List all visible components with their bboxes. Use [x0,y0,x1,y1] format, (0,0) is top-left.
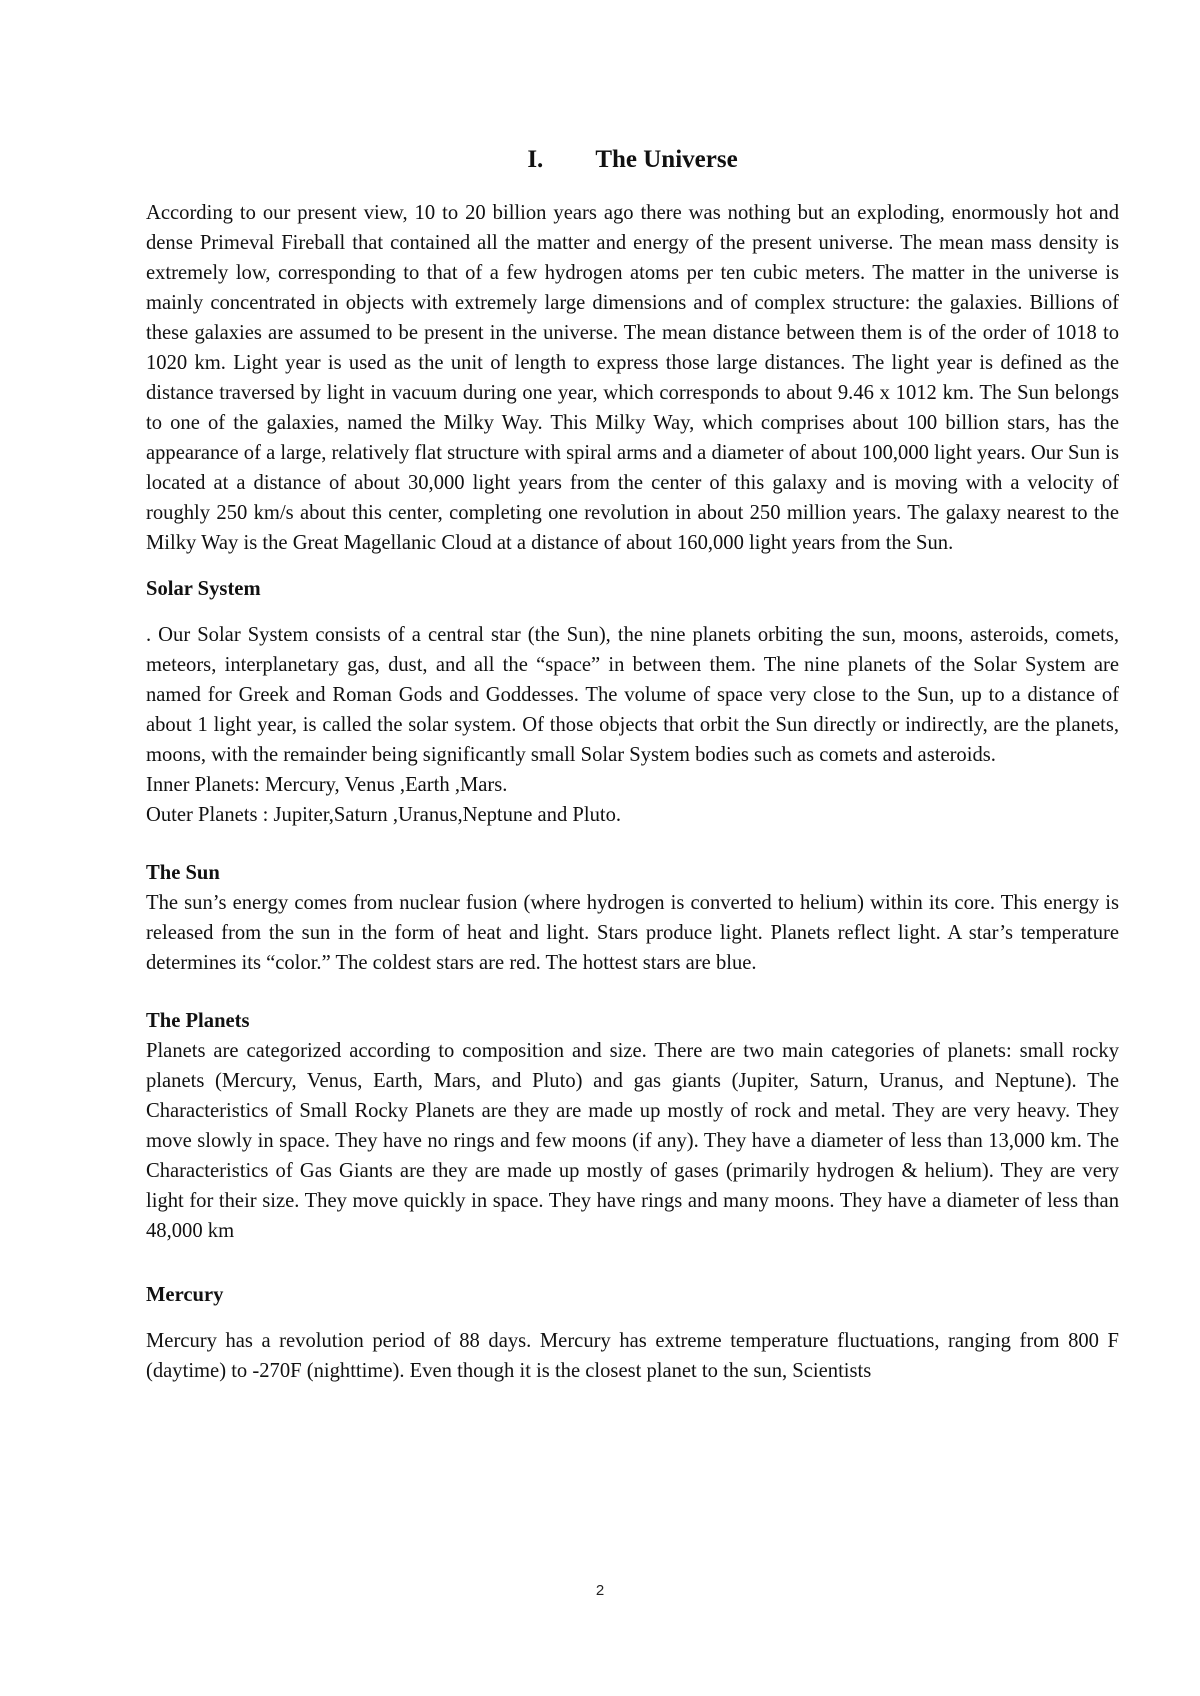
chapter-number: I. [527,146,544,173]
the-planets-paragraph: Planets are categorized according to composition and size. There are two main categories of planets: small rocky planets (Mercury, Venus, Earth, Mars, and Pluto) and gas giants (Jupiter, Saturn, Uranus, and Neptune). The Characteristics of Small Rocky Planets are they are made up mostly of rock and metal. They are very heavy. They move slowly in space. They have no rings and few moons (if any). They have a diameter of less than 13,000 km. The Characteristics of Gas Giants are they are made up mostly of gases (primarily hydrogen & helium). They are very light for their size. They move quickly in space. They have rings and many moons. They have a diameter of less than 48,000 km [146,1040,1119,1242]
the-sun-heading: The Sun [146,862,220,884]
the-sun-paragraph: The sun’s energy comes from nuclear fusion (where hydrogen is converted to helium) within its core. This energy is released from the sun in the form of heat and light. Stars produce light. Planets reflect light. A star’s temperature determines its “color.” The coldest stars are red. The hottest stars are blue. [146,892,1119,974]
inner-planets-line: Inner Planets: Mercury, Venus ,Earth ,Mars. [146,774,508,796]
mercury-heading: Mercury [146,1284,224,1306]
chapter-title-text: The Universe [595,146,738,173]
solar-system-heading: Solar System [146,578,261,600]
intro-paragraph: According to our present view, 10 to 20 billion years ago there was nothing but an exploding, enormously hot and dense Primeval Fireball that contained all the matter and energy of the present universe. The mean mass density is extremely low, corresponding to that of a few hydrogen atoms per ten cubic meters. The matter in the universe is mainly concentrated in objects with extremely large dimensions and of complex structure: the galaxies. Billions of these galaxies are assumed to be present in the universe. The mean distance between them is of the order of 1018 to 1020 km. Light year is used as the unit of length to express those large distances. The light year is defined as the distance traversed by light in vacuum during one year, which corresponds to about 9.46 x 1012 km. The Sun belongs to one of the galaxies, named the Milky Way. This Milky Way, which comprises about 100 billion stars, has the appearance of a large, relatively flat structure with spiral arms and a diameter of about 100,000 light years. Our Sun is located at a distance of about 30,000 light years from the center of this galaxy and is moving with a velocity of roughly 250 km/s about this center, completing one revolution in about 250 million years. The galaxy nearest to the Milky Way is the Great Magellanic Cloud at a distance of about 160,000 light years from the Sun. [146,202,1119,554]
page-content [146,140,1119,1386]
mercury-paragraph: Mercury has a revolution period of 88 days. Mercury has extreme temperature fluctuations, ranging from 800 F (daytime) to -270F (nighttime). Even though it is the closest planet to the sun, Scientists [146,1330,1119,1382]
outer-planets-line: Outer Planets : Jupiter,Saturn ,Uranus,Neptune and Pluto. [146,804,622,826]
page-number: 2 [595,1582,605,1599]
solar-system-paragraph: . Our Solar System consists of a central star (the Sun), the nine planets orbiting the sun, moons, asteroids, comets, meteors, interplanetary gas, dust, and all the “space” in between them. The nine planets of the Solar System are named for Greek and Roman Gods and Goddesses. The volume of space very close to the Sun, up to a distance of about 1 light year, is called the solar system. Of those objects that orbit the Sun directly or indirectly, are the planets, moons, with the remainder being significantly small Solar System bodies such as comets and asteroids. [146,624,1119,766]
the-planets-heading: The Planets [146,1010,250,1032]
chapter-title [146,140,1119,180]
